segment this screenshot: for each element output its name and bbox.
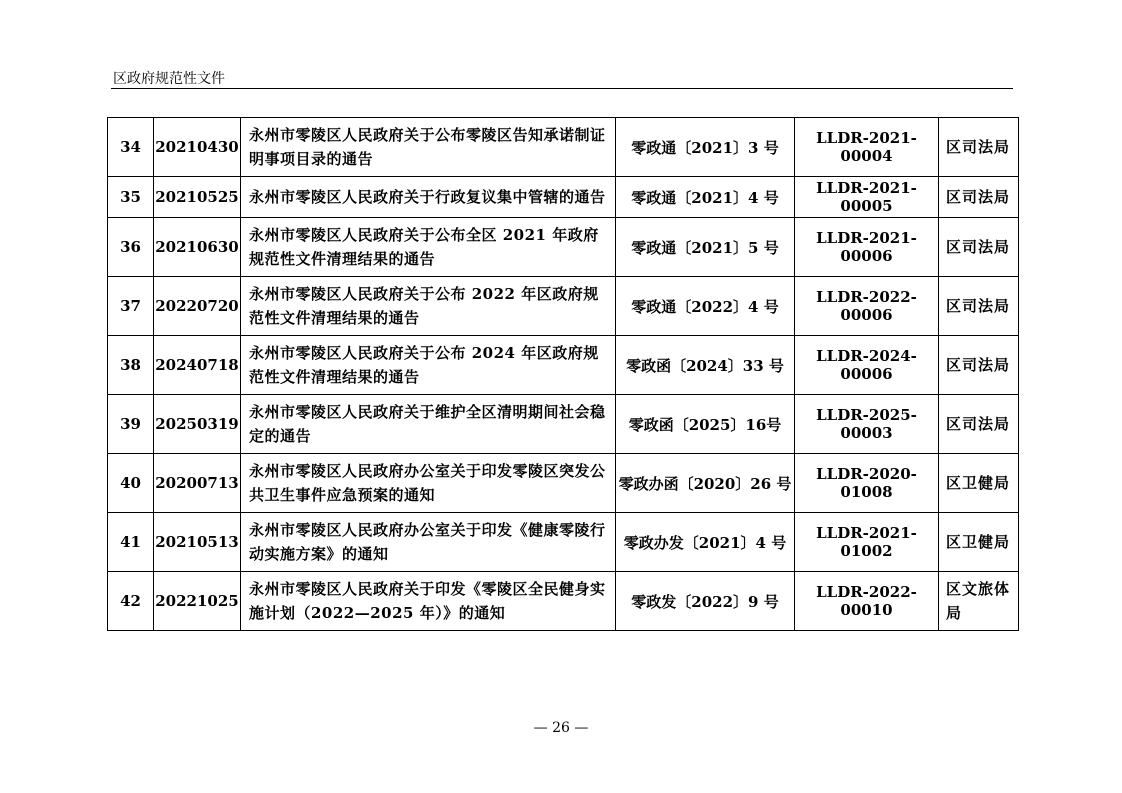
- table-row: [108, 218, 1019, 277]
- table-row: [108, 336, 1019, 395]
- page-number: — 26 —: [533, 720, 589, 736]
- table-row: [108, 118, 1019, 177]
- table-row: [108, 572, 1019, 631]
- row-department: 区司法局: [939, 118, 1019, 177]
- row-doc-number: 零政通〔2021〕5 号: [616, 218, 795, 277]
- page-header: [111, 66, 1013, 89]
- row-department: 区司法局: [939, 277, 1019, 336]
- row-doc-number: 零政发〔2022〕9 号: [616, 572, 795, 631]
- row-number: 41: [108, 513, 154, 572]
- row-number: 34: [108, 118, 154, 177]
- table-row: [108, 395, 1019, 454]
- row-registration-code: LLDR-2021-00006: [795, 218, 939, 277]
- row-registration-code: LLDR-2025-00003: [795, 395, 939, 454]
- row-date: 20210630: [154, 218, 241, 277]
- row-title: 永州市零陵区人民政府关于公布全区 2021 年政府规范性文件清理结果的通告: [241, 218, 616, 277]
- row-title: 永州市零陵区人民政府办公室关于印发零陵区突发公共卫生事件应急预案的通知: [241, 454, 616, 513]
- row-department: 区卫健局: [939, 513, 1019, 572]
- row-registration-code: LLDR-2024-00006: [795, 336, 939, 395]
- row-date: 20200713: [154, 454, 241, 513]
- row-doc-number: 零政通〔2021〕3 号: [616, 118, 795, 177]
- row-registration-code: LLDR-2020-01008: [795, 454, 939, 513]
- row-date: 20240718: [154, 336, 241, 395]
- row-doc-number: 零政办函〔2020〕26 号: [616, 454, 795, 513]
- row-doc-number: 零政通〔2021〕4 号: [616, 177, 795, 218]
- row-date: 20210430: [154, 118, 241, 177]
- row-title: 永州市零陵区人民政府关于公布 2022 年区政府规范性文件清理结果的通告: [241, 277, 616, 336]
- row-registration-code: LLDR-2022-00010: [795, 572, 939, 631]
- row-doc-number: 零政办发〔2021〕4 号: [616, 513, 795, 572]
- row-date: 20220720: [154, 277, 241, 336]
- row-department: 区卫健局: [939, 454, 1019, 513]
- row-registration-code: LLDR-2022-00006: [795, 277, 939, 336]
- row-number: 39: [108, 395, 154, 454]
- row-title: 永州市零陵区人民政府关于公布 2024 年区政府规范性文件清理结果的通告: [241, 336, 616, 395]
- row-number: 38: [108, 336, 154, 395]
- document-table: [107, 117, 1019, 631]
- row-title: 永州市零陵区人民政府关于维护全区清明期间社会稳定的通告: [241, 395, 616, 454]
- row-department: 区司法局: [939, 336, 1019, 395]
- row-doc-number: 零政函〔2025〕16号: [616, 395, 795, 454]
- row-department: 区司法局: [939, 395, 1019, 454]
- table-row: [108, 513, 1019, 572]
- row-department: 区司法局: [939, 177, 1019, 218]
- table-row: [108, 177, 1019, 218]
- row-date: 20221025: [154, 572, 241, 631]
- row-title: 永州市零陵区人民政府关于行政复议集中管辖的通告: [241, 177, 616, 218]
- row-department: 区文旅体局: [939, 572, 1019, 631]
- row-number: 36: [108, 218, 154, 277]
- row-registration-code: LLDR-2021-00004: [795, 118, 939, 177]
- row-registration-code: LLDR-2021-00005: [795, 177, 939, 218]
- row-title: 永州市零陵区人民政府关于公布零陵区告知承诺制证明事项目录的通告: [241, 118, 616, 177]
- row-title: 永州市零陵区人民政府关于印发《零陵区全民健身实施计划（2022—2025 年）》的通知: [241, 572, 616, 631]
- row-number: 40: [108, 454, 154, 513]
- table-row: [108, 454, 1019, 513]
- row-number: 42: [108, 572, 154, 631]
- row-department: 区司法局: [939, 218, 1019, 277]
- row-number: 35: [108, 177, 154, 218]
- row-registration-code: LLDR-2021-01002: [795, 513, 939, 572]
- row-doc-number: 零政通〔2022〕4 号: [616, 277, 795, 336]
- row-title: 永州市零陵区人民政府办公室关于印发《健康零陵行动实施方案》的通知: [241, 513, 616, 572]
- row-doc-number: 零政函〔2024〕33 号: [616, 336, 795, 395]
- table-row: [108, 277, 1019, 336]
- row-date: 20250319: [154, 395, 241, 454]
- row-date: 20210525: [154, 177, 241, 218]
- row-date: 20210513: [154, 513, 241, 572]
- header-title: 区政府规范性文件: [113, 71, 225, 87]
- row-number: 37: [108, 277, 154, 336]
